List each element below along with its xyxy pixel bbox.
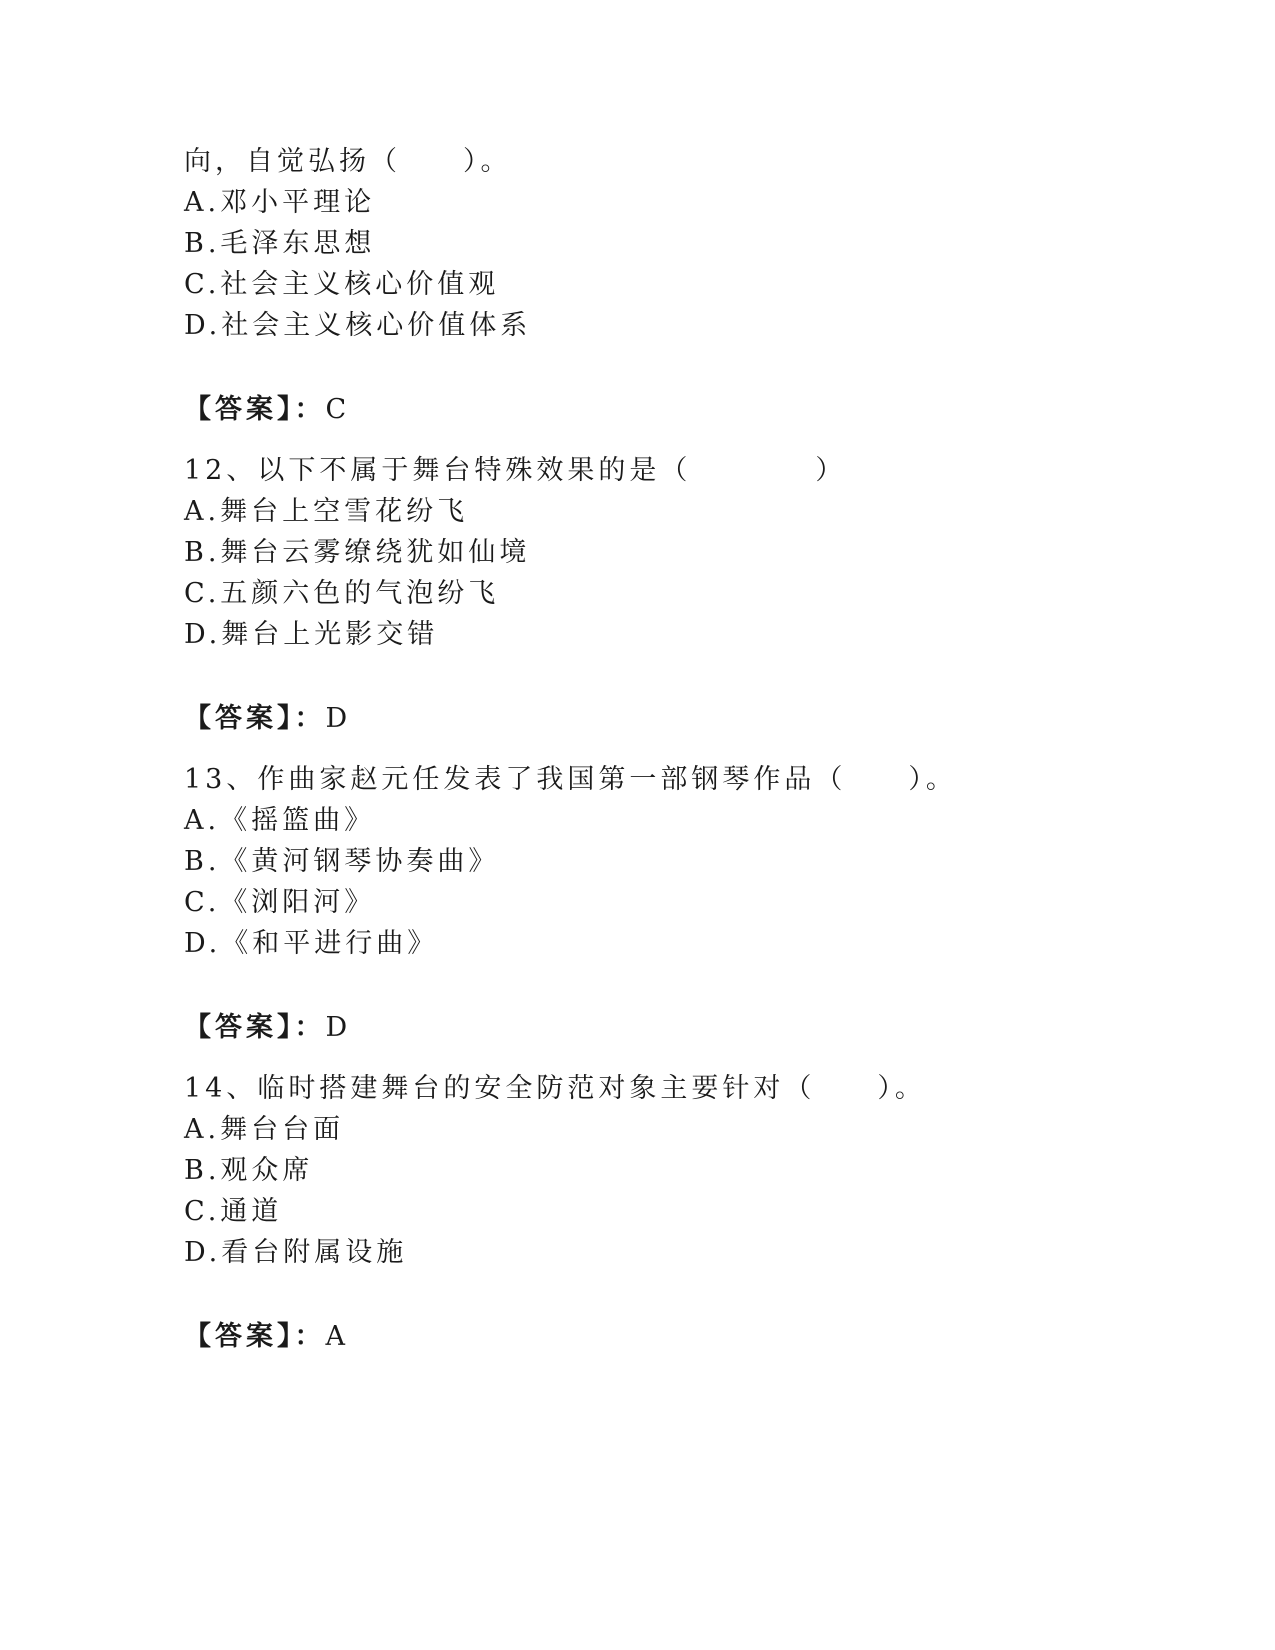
answer-value: D <box>325 1012 352 1043</box>
question-12-option-b: B.舞台云雾缭绕犹如仙境 <box>184 537 531 568</box>
answer-label: 【答案】： <box>184 1321 326 1352</box>
answer-label: 【答案】： <box>184 703 326 734</box>
question-14-option-b: B.观众席 <box>184 1155 314 1186</box>
question-14-option-a: A.舞台台面 <box>184 1114 345 1145</box>
question-12-stem: 12、以下不属于舞台特殊效果的是（ ） <box>184 455 847 486</box>
question-12-answer <box>184 702 351 736</box>
question-12-option-d: D.舞台上光影交错 <box>184 619 439 650</box>
question-14-answer <box>184 1320 349 1354</box>
question-12-option-a: A.舞台上空雪花纷飞 <box>184 496 469 527</box>
question-13-option-c: C.《浏阳河》 <box>184 887 376 918</box>
answer-label: 【答案】： <box>184 394 326 425</box>
question-14-option-c: C.通道 <box>184 1196 283 1227</box>
question-11-option-a: A.邓小平理论 <box>184 187 376 218</box>
answer-label: 【答案】： <box>184 1012 326 1043</box>
question-14-option-d: D.看台附属设施 <box>184 1237 408 1268</box>
question-11-option-b: B.毛泽东思想 <box>184 228 376 259</box>
answer-value: C <box>325 394 351 425</box>
question-13-option-b: B.《黄河钢琴协奏曲》 <box>184 846 500 877</box>
question-14-stem: 14、临时搭建舞台的安全防范对象主要针对（ ）。 <box>184 1073 926 1104</box>
question-11-option-c: C.社会主义核心价值观 <box>184 269 500 300</box>
question-12-option-c: C.五颜六色的气泡纷飞 <box>184 578 500 609</box>
question-13-option-a: A.《摇篮曲》 <box>184 805 376 836</box>
question-13-option-d: D.《和平进行曲》 <box>184 928 439 959</box>
answer-value: D <box>325 703 352 734</box>
question-11-option-d: D.社会主义核心价值体系 <box>184 310 532 341</box>
question-13-answer <box>184 1011 351 1045</box>
answer-value: A <box>325 1321 349 1352</box>
question-11-stem: 向，自觉弘扬（ ）。 <box>184 146 512 177</box>
question-13-stem: 13、作曲家赵元任发表了我国第一部钢琴作品（ ）。 <box>184 764 957 795</box>
question-11-answer <box>184 393 350 427</box>
